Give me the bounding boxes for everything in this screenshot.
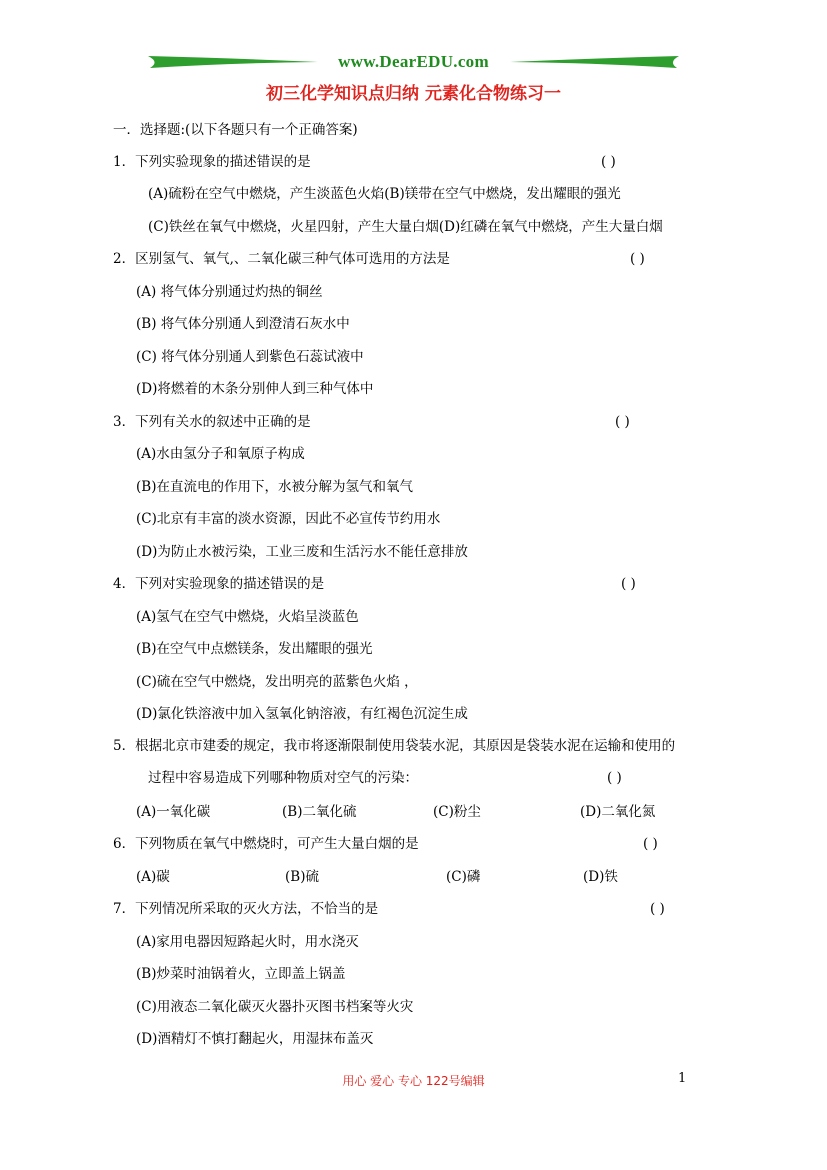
option-item: (D)铁 bbox=[583, 869, 618, 885]
site-banner bbox=[0, 48, 827, 78]
answer-blank: ( ) bbox=[643, 836, 658, 852]
option-line: (D)将燃着的木条分别伸人到三种气体中 bbox=[136, 381, 374, 397]
option-line: (A)氢气在空气中燃烧，火焰呈淡蓝色 bbox=[136, 609, 359, 625]
question-stem: 5．根据北京市建委的规定，我市将逐渐限制使用袋装水泥，其原因是袋装水泥在运输和使用的 bbox=[113, 738, 676, 754]
option-line: (A)硫粉在空气中燃烧，产生淡蓝色火焰(B)镁带在空气中燃烧，发出耀眼的强光 bbox=[148, 186, 621, 202]
question-stem-continued: 过程中容易造成下列哪种物质对空气的污染： bbox=[148, 770, 418, 786]
option-line: (B)炒菜时油锅着火，立即盖上锅盖 bbox=[136, 966, 346, 982]
option-line: (D)为防止水被污染，工业三废和生活污水不能任意排放 bbox=[136, 544, 468, 560]
option-line: (C)铁丝在氧气中燃烧，火星四射，产生大量白烟(D)红磷在氧气中燃烧，产生大量白烟 bbox=[148, 219, 663, 235]
question-stem: 7．下列情况所采取的灭火方法，不恰当的是 bbox=[113, 901, 379, 917]
footer-text: 用心 爱心 专心 122号编辑 bbox=[342, 1074, 485, 1088]
option-line: (C)用液态二氧化碳灭火器扑灭图书档案等火灾 bbox=[136, 999, 414, 1015]
option-line: (D)酒精灯不慎打翻起火，用湿抹布盖灭 bbox=[136, 1031, 374, 1047]
option-item: (A)碳 bbox=[136, 869, 170, 885]
option-item: (D)二氧化氮 bbox=[580, 804, 656, 820]
option-item: (B)硫 bbox=[285, 869, 319, 885]
option-item: (C)粉尘 bbox=[433, 804, 481, 820]
question-stem: 1．下列实验现象的描述错误的是 bbox=[113, 154, 311, 170]
question-stem: 6．下列物质在氧气中燃烧时，可产生大量白烟的是 bbox=[113, 836, 419, 852]
option-line: (C)北京有丰富的淡水资源，因此不必宣传节约用水 bbox=[136, 511, 441, 527]
option-line: (A)家用电器因短路起火时，用水浇灭 bbox=[136, 934, 359, 950]
option-line: (B) 将气体分别通人到澄清石灰水中 bbox=[136, 316, 350, 332]
section-heading: 一．选择题:(以下各题只有一个正确答案) bbox=[113, 122, 358, 138]
question-stem: 2．区别氢气、氧气,、二氧化碳三种气体可选用的方法是 bbox=[113, 251, 450, 267]
question-stem: 3．下列有关水的叙述中正确的是 bbox=[113, 414, 311, 430]
option-line: (D)氯化铁溶液中加入氢氧化钠溶液，有红褐色沉淀生成 bbox=[136, 706, 468, 722]
answer-blank: ( ) bbox=[607, 770, 622, 786]
option-line: (C) 将气体分别通人到紫色石蕊试液中 bbox=[136, 349, 364, 365]
option-line: (B)在空气中点燃镁条，发出耀眼的强光 bbox=[136, 641, 373, 657]
page-number: 1 bbox=[678, 1071, 687, 1086]
site-name: www.DearEDU.com bbox=[338, 52, 489, 71]
question-stem: 4．下列对实验现象的描述错误的是 bbox=[113, 576, 325, 592]
option-item: (A)一氧化碳 bbox=[136, 804, 211, 820]
option-line: (C)硫在空气中燃烧，发出明亮的蓝紫色火焰 ， bbox=[136, 674, 418, 690]
answer-blank: ( ) bbox=[601, 154, 616, 170]
option-item: (C)磷 bbox=[446, 869, 481, 885]
page-title: 初三化学知识点归纳 元素化合物练习一 bbox=[266, 84, 561, 104]
option-item: (B)二氧化硫 bbox=[282, 804, 357, 820]
answer-blank: ( ) bbox=[650, 901, 665, 917]
answer-blank: ( ) bbox=[615, 414, 630, 430]
answer-blank: ( ) bbox=[630, 251, 645, 267]
answer-blank: ( ) bbox=[621, 576, 636, 592]
option-line: (A)水由氢分子和氧原子构成 bbox=[136, 446, 305, 462]
option-line: (B)在直流电的作用下，水被分解为氢气和氧气 bbox=[136, 479, 413, 495]
option-line: (A) 将气体分别通过灼热的铜丝 bbox=[136, 284, 323, 300]
